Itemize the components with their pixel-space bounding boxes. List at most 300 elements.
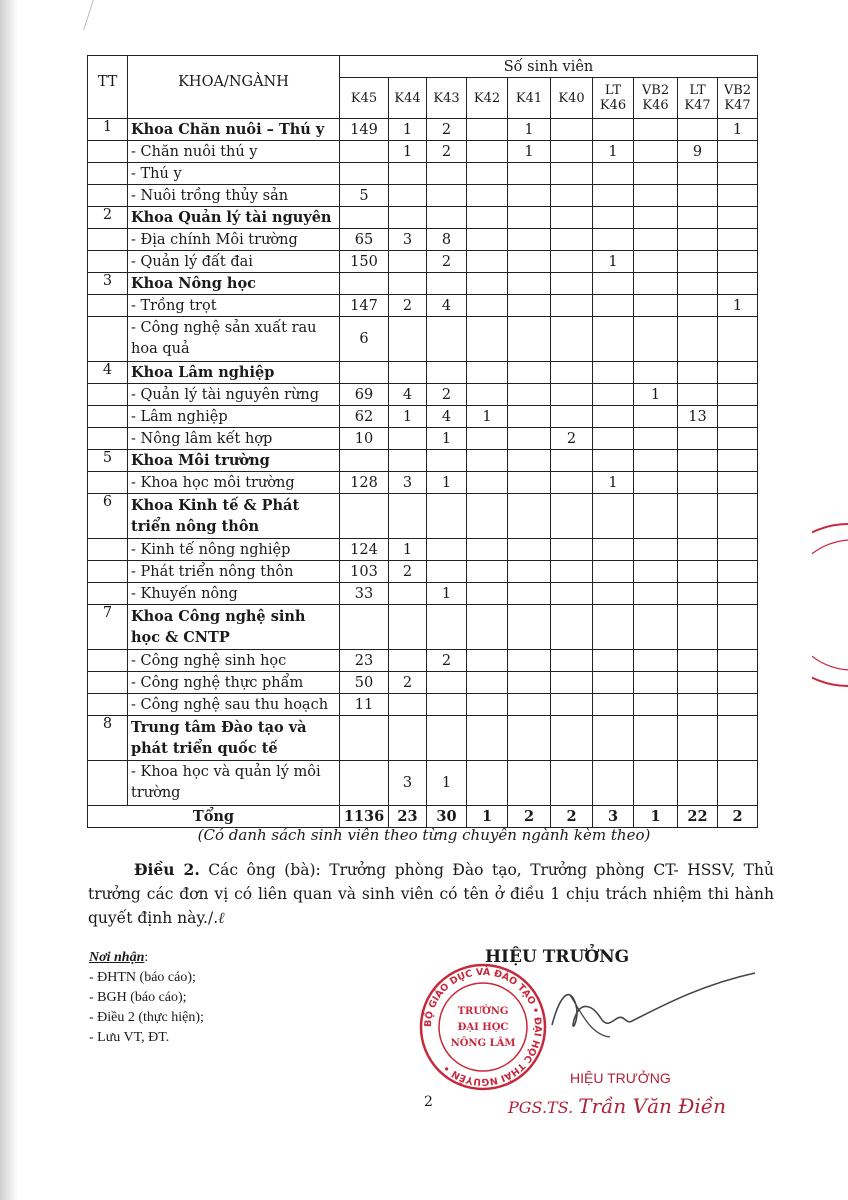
count-cell (508, 472, 551, 494)
count-cell (678, 716, 718, 761)
row-index (88, 317, 128, 362)
count-cell (551, 761, 593, 806)
count-cell: 1 (634, 384, 678, 406)
cohort-code: K46 (642, 98, 669, 113)
major-row (88, 472, 758, 494)
count-cell (718, 605, 758, 650)
count-cell (551, 163, 593, 185)
count-cell: 2 (427, 384, 467, 406)
row-index (88, 163, 128, 185)
count-cell: 10 (340, 428, 389, 450)
count-cell (593, 406, 634, 428)
count-cell (678, 229, 718, 251)
row-index: 5 (88, 450, 128, 472)
faculty-row (88, 207, 758, 229)
cohort-code: K47 (724, 98, 751, 113)
major-name: - Nuôi trồng thủy sản (128, 185, 340, 207)
count-cell (508, 450, 551, 472)
major-row (88, 561, 758, 583)
count-cell (634, 428, 678, 450)
signer-name: Trần Văn Điền (578, 1094, 726, 1118)
count-cell (718, 472, 758, 494)
count-cell: 1 (593, 251, 634, 273)
cohort-header (340, 78, 389, 119)
count-cell: 4 (427, 406, 467, 428)
count-cell (678, 650, 718, 672)
count-cell: 1 (508, 119, 551, 141)
faculty-row (88, 362, 758, 384)
cohort-program: LT (604, 83, 622, 98)
count-cell (551, 295, 593, 317)
total-cell: 30 (427, 806, 467, 828)
count-cell (718, 650, 758, 672)
count-cell (551, 539, 593, 561)
count-cell (551, 494, 593, 539)
major-row (88, 229, 758, 251)
count-cell (678, 561, 718, 583)
tt-header: TT (88, 56, 128, 119)
row-index (88, 583, 128, 605)
table-header-row-1 (88, 56, 758, 78)
faculty-row (88, 450, 758, 472)
cohort-program: LT (689, 83, 706, 98)
cohort-code: K41 (515, 90, 543, 106)
count-cell (551, 384, 593, 406)
count-cell (389, 207, 427, 229)
count-cell (467, 185, 508, 207)
major-row (88, 650, 758, 672)
count-cell (508, 716, 551, 761)
count-cell (467, 119, 508, 141)
count-cell (718, 694, 758, 716)
count-cell (634, 295, 678, 317)
count-cell (593, 207, 634, 229)
count-cell (678, 251, 718, 273)
count-cell: 150 (340, 251, 389, 273)
count-cell (389, 163, 427, 185)
count-cell (551, 185, 593, 207)
count-cell: 1 (427, 428, 467, 450)
row-index: 8 (88, 716, 128, 761)
count-cell (467, 583, 508, 605)
count-cell (340, 163, 389, 185)
count-cell (427, 450, 467, 472)
faculty-header: KHOA/NGÀNH (128, 56, 340, 119)
count-cell: 1 (718, 295, 758, 317)
faculty-name: Khoa Nông học (128, 273, 340, 295)
count-cell: 149 (340, 119, 389, 141)
major-row (88, 185, 758, 207)
count-cell (467, 605, 508, 650)
recipients-block: Nơi nhận: - ĐHTN (báo cáo); - BGH (báo cáo); - Điều 2 (thực hiện); - Lưu VT, ĐT. (89, 948, 204, 1048)
count-cell (508, 295, 551, 317)
major-name: - Lâm nghiệp (128, 406, 340, 428)
signer-prefix: PGS.TS. (508, 1098, 574, 1117)
major-row (88, 672, 758, 694)
count-cell (593, 694, 634, 716)
count-cell (427, 207, 467, 229)
count-cell (678, 119, 718, 141)
row-index: 1 (88, 119, 128, 141)
major-row (88, 406, 758, 428)
count-cell (551, 406, 593, 428)
cohort-header (718, 78, 758, 119)
count-cell (551, 672, 593, 694)
cohort-header (389, 78, 427, 119)
count-cell (634, 207, 678, 229)
count-cell (551, 694, 593, 716)
count-cell (718, 362, 758, 384)
row-index: 7 (88, 605, 128, 650)
count-cell (508, 163, 551, 185)
count-cell (508, 185, 551, 207)
count-cell (508, 561, 551, 583)
count-cell (718, 561, 758, 583)
count-cell (634, 251, 678, 273)
faculty-name: Khoa Kinh tế & Phát triển nông thôn (128, 494, 340, 539)
count-cell (551, 119, 593, 141)
count-cell: 2 (389, 672, 427, 694)
count-cell (389, 650, 427, 672)
count-cell (467, 672, 508, 694)
faculty-name: Khoa Lâm nghiệp (128, 362, 340, 384)
count-cell (427, 494, 467, 539)
count-cell: 2 (389, 295, 427, 317)
svg-text:ĐẠI HỌC: ĐẠI HỌC (457, 1022, 509, 1033)
count-cell (389, 428, 427, 450)
count-cell (593, 450, 634, 472)
student-count-table (87, 55, 758, 828)
count-cell (634, 229, 678, 251)
count-cell (551, 207, 593, 229)
count-cell (634, 583, 678, 605)
count-cell (593, 428, 634, 450)
signature (540, 965, 760, 1055)
count-cell (718, 317, 758, 362)
major-name: - Địa chính Môi trường (128, 229, 340, 251)
count-cell: 3 (389, 229, 427, 251)
count-cell (678, 605, 718, 650)
count-cell: 62 (340, 406, 389, 428)
recipient-item: - ĐHTN (báo cáo); (89, 970, 196, 985)
major-row (88, 539, 758, 561)
count-cell (508, 494, 551, 539)
row-index (88, 428, 128, 450)
count-cell (634, 119, 678, 141)
cohort-code: K47 (684, 98, 711, 113)
cohort-program: VB2 (723, 83, 752, 98)
count-cell (508, 694, 551, 716)
count-cell (467, 539, 508, 561)
count-cell (508, 406, 551, 428)
count-cell (467, 561, 508, 583)
count-cell (634, 406, 678, 428)
total-row (88, 806, 758, 828)
major-name: - Phát triển nông thôn (128, 561, 340, 583)
count-cell: 8 (427, 229, 467, 251)
count-cell: 9 (678, 141, 718, 163)
count-cell (678, 472, 718, 494)
count-cell (678, 694, 718, 716)
count-cell (389, 450, 427, 472)
count-cell (718, 207, 758, 229)
count-cell (593, 605, 634, 650)
count-cell (389, 583, 427, 605)
count-cell (508, 583, 551, 605)
svg-text:BỘ GIÁO DỤC VÀ ĐÀO TẠO • ĐẠI H: BỘ GIÁO DỤC VÀ ĐÀO TẠO • ĐẠI HỌC THÁI NGUYÊN • (422, 966, 544, 1088)
count-cell (634, 605, 678, 650)
count-cell (467, 716, 508, 761)
count-cell (634, 273, 678, 295)
cohort-code: K45 (350, 90, 378, 106)
major-name: - Trồng trọt (128, 295, 340, 317)
count-cell (427, 672, 467, 694)
count-cell (467, 317, 508, 362)
major-name: - Công nghệ thực phẩm (128, 672, 340, 694)
count-cell (389, 185, 427, 207)
cohort-header (551, 78, 593, 119)
count-cell (593, 583, 634, 605)
count-cell (551, 317, 593, 362)
count-cell (467, 384, 508, 406)
initials-mark: ℓ (218, 909, 225, 927)
count-cell (718, 273, 758, 295)
count-cell: 1 (427, 761, 467, 806)
total-cell: 3 (593, 806, 634, 828)
count-cell (593, 185, 634, 207)
major-name: - Nông lâm kết hợp (128, 428, 340, 450)
row-index: 4 (88, 362, 128, 384)
count-cell (508, 761, 551, 806)
count-cell (551, 362, 593, 384)
row-index (88, 251, 128, 273)
count-cell (340, 494, 389, 539)
count-cell (634, 450, 678, 472)
count-cell: 2 (389, 561, 427, 583)
total-cell: 1 (634, 806, 678, 828)
count-cell (593, 229, 634, 251)
faculty-name: Trung tâm Đào tạo và phát triển quốc tế (128, 716, 340, 761)
count-cell (427, 716, 467, 761)
count-cell (551, 605, 593, 650)
signer-name-line (508, 1094, 726, 1118)
signer-title: HIỆU TRƯỞNG (485, 947, 630, 967)
count-cell: 3 (389, 472, 427, 494)
count-cell (389, 251, 427, 273)
count-cell (678, 362, 718, 384)
recipient-item: - Điều 2 (thực hiện); (89, 1010, 204, 1025)
svg-text:NÔNG LÂM: NÔNG LÂM (450, 1038, 516, 1049)
article-2 (88, 858, 774, 930)
count-cell (634, 185, 678, 207)
major-row (88, 583, 758, 605)
row-index (88, 406, 128, 428)
count-cell (340, 207, 389, 229)
count-cell (593, 273, 634, 295)
count-cell (427, 273, 467, 295)
cohort-code: K40 (558, 90, 585, 106)
count-cell: 2 (427, 650, 467, 672)
count-cell (593, 539, 634, 561)
count-cell (593, 494, 634, 539)
count-cell (467, 141, 508, 163)
row-index (88, 295, 128, 317)
count-cell (718, 229, 758, 251)
cohort-code: K43 (433, 90, 460, 106)
count-cell: 1 (718, 119, 758, 141)
major-row (88, 141, 758, 163)
count-cell (593, 561, 634, 583)
count-cell (427, 561, 467, 583)
count-cell: 1 (427, 472, 467, 494)
count-cell (593, 716, 634, 761)
count-cell (467, 650, 508, 672)
count-cell (467, 472, 508, 494)
major-name: - Quản lý tài nguyên rừng (128, 384, 340, 406)
count-cell (467, 761, 508, 806)
count-cell (678, 163, 718, 185)
count-cell (551, 273, 593, 295)
count-cell (340, 362, 389, 384)
count-cell: 4 (427, 295, 467, 317)
count-cell (467, 251, 508, 273)
faculty-row (88, 605, 758, 650)
major-name: - Khuyến nông (128, 583, 340, 605)
count-cell (389, 694, 427, 716)
count-cell (467, 428, 508, 450)
count-cell: 2 (427, 251, 467, 273)
count-cell (634, 539, 678, 561)
count-cell (427, 362, 467, 384)
cohort-header (467, 78, 508, 119)
count-cell (718, 185, 758, 207)
major-row (88, 694, 758, 716)
count-cell (718, 672, 758, 694)
count-cell (427, 317, 467, 362)
count-cell (467, 229, 508, 251)
major-name: - Kinh tế nông nghiệp (128, 539, 340, 561)
count-cell: 1 (593, 141, 634, 163)
count-cell (551, 472, 593, 494)
row-index (88, 384, 128, 406)
count-cell (508, 428, 551, 450)
row-index: 3 (88, 273, 128, 295)
total-cell: 22 (678, 806, 718, 828)
faculty-name: Khoa Chăn nuôi – Thú y (128, 119, 340, 141)
count-cell (389, 605, 427, 650)
total-cell: 2 (551, 806, 593, 828)
partial-stamp-edge (812, 520, 848, 690)
count-cell (467, 273, 508, 295)
count-cell (678, 539, 718, 561)
count-cell (551, 650, 593, 672)
faculty-row (88, 273, 758, 295)
row-index (88, 185, 128, 207)
count-cell (593, 384, 634, 406)
count-cell: 1 (427, 583, 467, 605)
count-cell (467, 362, 508, 384)
count-cell (718, 761, 758, 806)
count-cell (508, 605, 551, 650)
count-cell: 1 (389, 141, 427, 163)
total-cell: 23 (389, 806, 427, 828)
row-index (88, 539, 128, 561)
count-cell (593, 650, 634, 672)
count-cell: 1 (467, 406, 508, 428)
count-cell (718, 494, 758, 539)
count-cell (678, 185, 718, 207)
count-cell (340, 716, 389, 761)
count-cell: 147 (340, 295, 389, 317)
count-cell (389, 716, 427, 761)
row-index: 2 (88, 207, 128, 229)
count-cell (718, 539, 758, 561)
count-cell (467, 295, 508, 317)
count-cell (551, 716, 593, 761)
count-cell (678, 207, 718, 229)
count-cell (634, 163, 678, 185)
scan-edge-shadow (0, 0, 18, 1200)
count-cell (678, 428, 718, 450)
official-stamp (418, 962, 548, 1092)
count-cell (718, 141, 758, 163)
svg-text:TRƯỜNG: TRƯỜNG (457, 1006, 509, 1017)
count-cell: 13 (678, 406, 718, 428)
count-cell (427, 539, 467, 561)
count-cell (340, 605, 389, 650)
count-cell (718, 583, 758, 605)
count-cell: 103 (340, 561, 389, 583)
count-cell (508, 207, 551, 229)
count-cell (427, 185, 467, 207)
row-index (88, 561, 128, 583)
count-cell (508, 384, 551, 406)
cohort-code: K42 (473, 90, 501, 106)
count-cell (508, 362, 551, 384)
faculty-row (88, 716, 758, 761)
major-name: - Quản lý đất đai (128, 251, 340, 273)
major-row (88, 163, 758, 185)
count-cell (634, 672, 678, 694)
count-cell (508, 539, 551, 561)
count-cell (508, 273, 551, 295)
count-cell (634, 650, 678, 672)
count-cell (718, 450, 758, 472)
count-cell: 65 (340, 229, 389, 251)
total-cell: 2 (508, 806, 551, 828)
count-cell (678, 583, 718, 605)
count-cell (593, 163, 634, 185)
faculty-name: Khoa Quản lý tài nguyên (128, 207, 340, 229)
count-cell: 3 (389, 761, 427, 806)
count-cell (678, 494, 718, 539)
count-cell (551, 583, 593, 605)
count-cell (634, 472, 678, 494)
total-cell: 1136 (340, 806, 389, 828)
count-cell (389, 362, 427, 384)
page-number: 2 (424, 1094, 433, 1110)
count-cell (427, 694, 467, 716)
major-name: - Công nghệ sau thu hoạch (128, 694, 340, 716)
count-cell (634, 494, 678, 539)
count-cell: 5 (340, 185, 389, 207)
count-cell (427, 163, 467, 185)
count-cell: 2 (427, 141, 467, 163)
row-index (88, 694, 128, 716)
signer-role: HIỆU TRƯỞNG (570, 1070, 671, 1086)
row-index (88, 229, 128, 251)
count-cell: 124 (340, 539, 389, 561)
